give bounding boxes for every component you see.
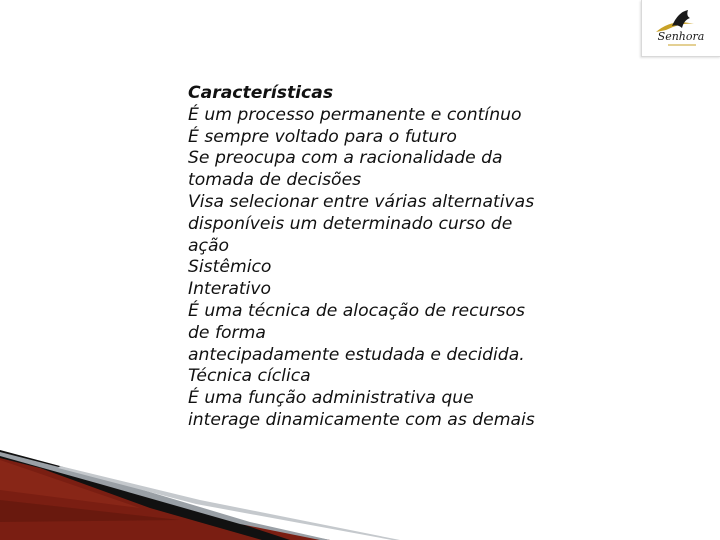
body-line: Sistêmico xyxy=(188,257,272,278)
body-line: interage dinamicamente com as demais xyxy=(188,409,535,430)
body-line: É sempre voltado para o futuro xyxy=(188,126,457,147)
slide-decoration xyxy=(0,450,720,540)
body-line: Visa selecionar entre várias alternativas xyxy=(188,191,535,212)
body-line: É um processo permanente e contínuo xyxy=(188,104,522,125)
logo-text: Senhora xyxy=(657,30,705,43)
body-line: tomada de decisões xyxy=(188,170,362,191)
body-line: Interativo xyxy=(188,279,272,300)
logo-bird-icon xyxy=(672,10,690,28)
body-line: Se preocupa com a racionalidade da xyxy=(188,148,503,169)
body-line: É uma função administrativa que xyxy=(188,388,474,409)
slide-heading: Características xyxy=(188,83,334,103)
slide-body xyxy=(188,83,548,432)
logo xyxy=(641,0,720,57)
body-line: antecipadamente estudada e decidida. xyxy=(188,344,525,365)
logo-mark xyxy=(642,0,720,56)
body-line: de forma xyxy=(188,322,266,343)
body-line: É uma técnica de alocação de recursos xyxy=(188,300,525,321)
body-line: ação xyxy=(188,235,230,256)
body-line: Técnica cíclica xyxy=(188,366,311,387)
body-line: disponíveis um determinado curso de xyxy=(188,213,513,234)
